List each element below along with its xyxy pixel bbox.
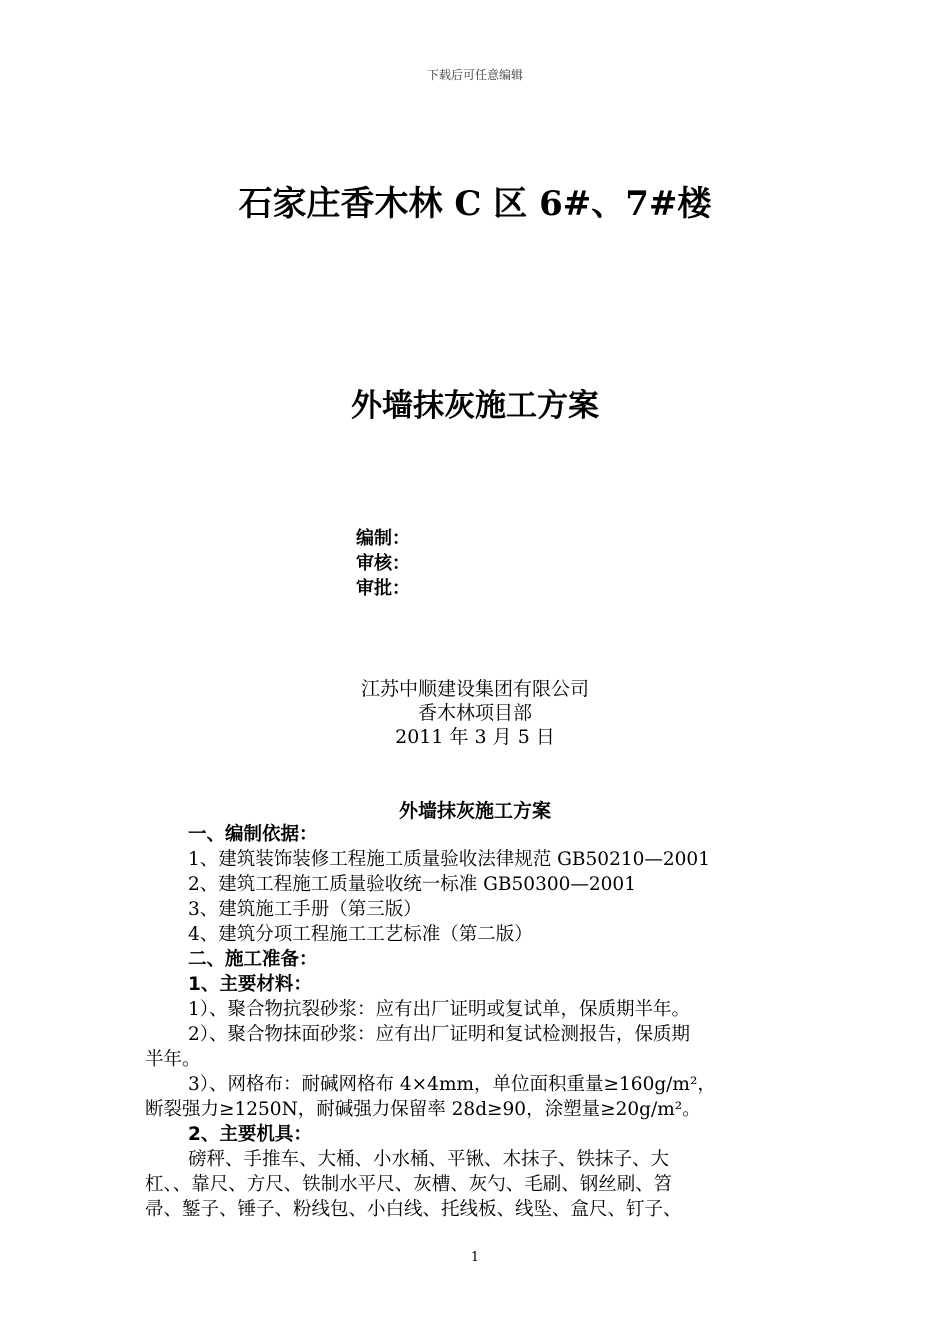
tools-line: 杠、、靠尺、方尺、铁制水平尺、灰槽、灰勺、毛刷、钢丝刷、笤	[145, 1174, 673, 1195]
heading-tools: 2、主要机具：	[188, 1124, 312, 1145]
basis-item: 3、建筑施工手册（第三版）	[188, 899, 422, 920]
material-item-3-cont: 断裂强力≥1250N，耐碱强力保留率 28d≥90，涂塑量≥20g/m²。	[145, 1099, 701, 1120]
material-item-2: 2）、聚合物抹面砂浆：应有出厂证明和复试检测报告，保质期	[188, 1024, 691, 1045]
heading-basis: 一、编制依据：	[188, 824, 318, 845]
material-item-3: 3）、网格布：耐碱网格布 4×4mm，单位面积重量≥160g/m²，	[188, 1074, 716, 1095]
sign-review-label: 审核：	[356, 553, 410, 574]
department-name: 香木林项目部	[417, 702, 532, 724]
document-date: 2011 年 3 月 5 日	[395, 726, 555, 748]
tools-line: 磅秤、手推车、大桶、小水桶、平锹、木抹子、铁抹子、大	[188, 1149, 670, 1170]
company-name: 江苏中顺建设集团有限公司	[360, 678, 589, 700]
header-note: 下载后可任意编辑	[426, 68, 523, 82]
basis-item: 1、建筑装饰装修工程施工质量验收法律规范 GB50210—2001	[188, 849, 710, 870]
sign-approve-label: 审批：	[356, 578, 410, 599]
sign-compile-label: 编制：	[356, 528, 410, 549]
basis-item: 2、建筑工程施工质量验收统一标准 GB50300—2001	[188, 874, 636, 895]
material-item-2-cont: 半年。	[145, 1049, 201, 1070]
section-title: 外墙抹灰施工方案	[398, 800, 551, 822]
heading-preparation: 二、施工准备：	[188, 949, 318, 970]
material-item-1: 1）、聚合物抗裂砂浆：应有出厂证明或复试单，保质期半年。	[188, 999, 691, 1020]
basis-item: 4、建筑分项工程施工工艺标准（第二版）	[188, 924, 533, 945]
document-subtitle: 外墙抹灰施工方案	[351, 388, 599, 424]
document-title: 石家庄香木林 C 区 6#、7#楼	[238, 184, 712, 224]
tools-line: 帚、錾子、锤子、粉线包、小白线、托线板、线坠、盒尺、钉子、	[145, 1199, 682, 1220]
page-number: 1	[470, 1250, 480, 1265]
heading-materials: 1、主要材料：	[188, 974, 312, 995]
